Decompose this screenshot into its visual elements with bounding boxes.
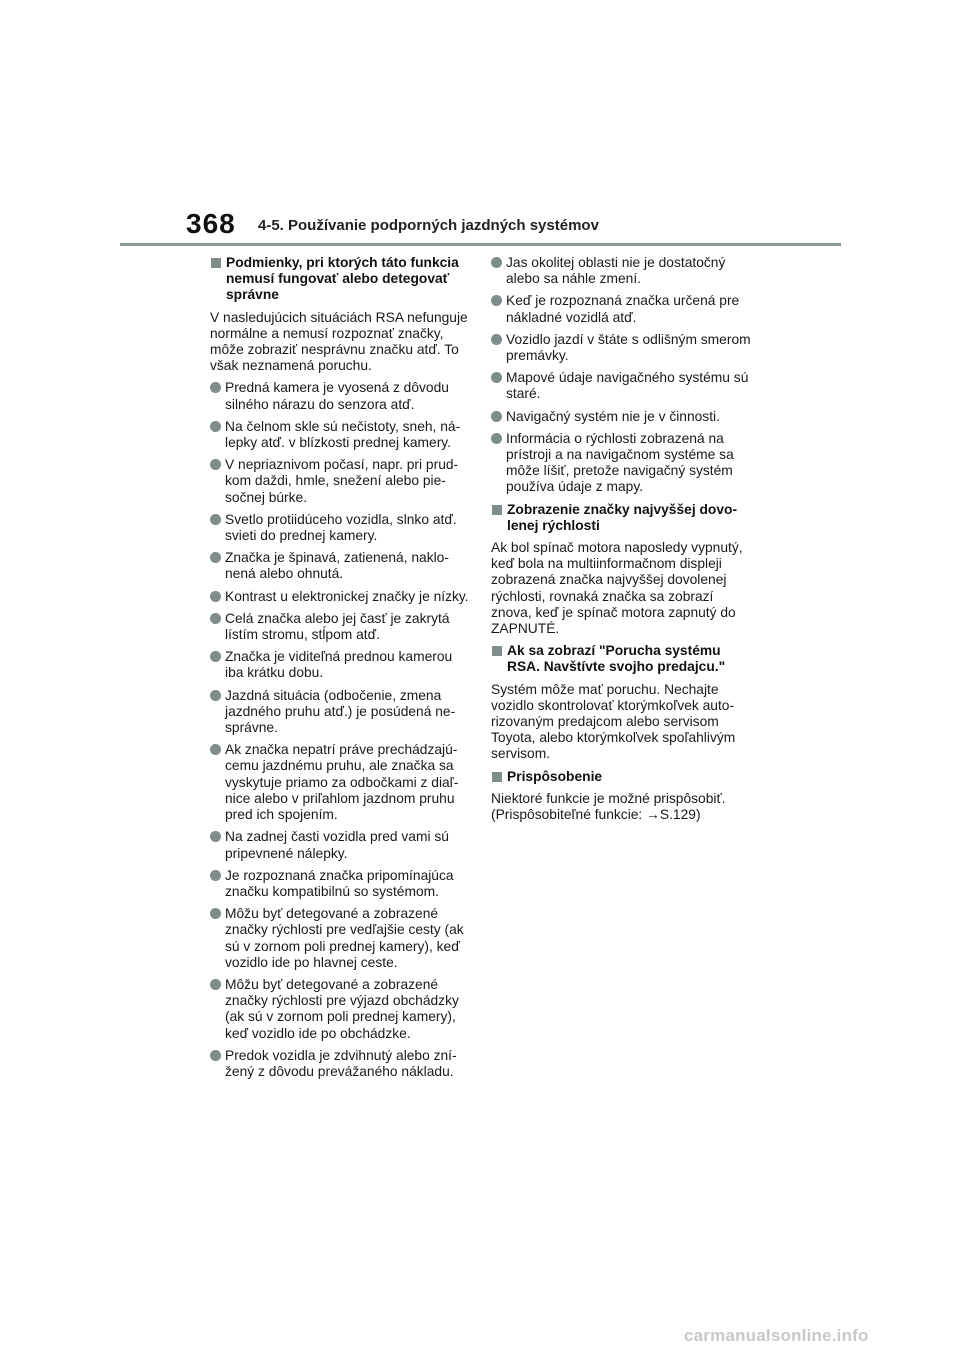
list-item (210, 380, 472, 412)
condition-list-continued (491, 255, 753, 496)
section-heading-customization (491, 769, 753, 785)
list-item-text: Predná kamera je vyosená z dôvodu silného nárazu do senzora atď. (225, 380, 449, 412)
list-item-text: Značka je viditeľná prednou kamerou iba krátku dobu. (225, 649, 453, 681)
list-item (210, 906, 472, 971)
list-item (210, 688, 472, 737)
left-column (210, 255, 472, 1086)
heading-text: Podmienky, pri ktorých táto funkcia nemusí fungovať alebo detegovať správne (226, 255, 459, 303)
square-bullet-icon (492, 772, 502, 782)
list-item-text: Mapové údaje navigačného systému sú staré. (506, 370, 749, 402)
section-heading-conditions (210, 255, 472, 304)
square-bullet-icon (492, 505, 502, 515)
list-item (210, 649, 472, 681)
square-bullet-icon (492, 646, 502, 656)
heading-text: Prispôsobenie (507, 768, 603, 784)
heading-text: Ak sa zobrazí "Porucha systému RSA. Navštívte svojho predajcu." (507, 643, 726, 675)
list-item (491, 431, 753, 496)
list-item-text: Jas okolitej oblasti nie je dostatočný alebo sa náhle zmení. (506, 255, 726, 287)
list-item (491, 255, 753, 287)
list-item-text: Je rozpoznaná značka pripomínajúca značku kompatibilnú so systémom. (225, 867, 454, 899)
square-bullet-icon (211, 258, 221, 268)
intro-paragraph: V nasledujúcich situáciách RSA nefunguje normálne a nemusí rozpoznať značky, môže zobraziť nesprávnu značku atď. To však neznamená poruchu. (210, 309, 468, 374)
list-item (210, 742, 472, 823)
heading-text: Zobrazenie značky najvyššej dovolenej rýchlosti (507, 501, 738, 533)
list-item-text: Na čelnom skle sú nečistoty, sneh, nálepky atď. v blízkosti prednej kamery. (225, 418, 461, 451)
list-item-text: Jazdná situácia (odbočenie, zmena jazdného pruhu atď.) je posúdená nesprávne. (225, 687, 456, 736)
circle-bullet-icon (210, 459, 221, 470)
list-item (491, 332, 753, 364)
chapter-title: 4-5. Používanie podporných jazdných systémov (258, 217, 599, 234)
list-item-text: Kontrast u elektronickej značky je nízky. (225, 588, 469, 604)
list-item (210, 457, 472, 506)
list-item (210, 829, 472, 861)
circle-bullet-icon (491, 295, 502, 306)
list-item (210, 868, 472, 900)
condition-list (210, 380, 472, 1080)
watermark-text: carmanualsonline.info (684, 1326, 869, 1345)
list-item-text: Celá značka alebo jej časť je zakrytá lístím stromu, stĺpom atď. (225, 610, 450, 643)
list-item-text: Ak značka nepatrí práve prechádzajúcemu jazdnému pruhu, ale značka sa vyskytuje priamo za odbočkami z diaľnice alebo v priľahlom jazdnom pruhu pred ich spojením. (225, 742, 459, 823)
right-column (491, 255, 753, 829)
list-item-text: Predok vozidla je zdvihnutý alebo znížený z dôvodu prevážaného nákladu. (225, 1047, 457, 1079)
circle-bullet-icon (491, 334, 502, 345)
list-item (210, 977, 472, 1042)
circle-bullet-icon (210, 651, 221, 662)
list-item-text: Značka je špinavá, zatienená, naklonená alebo ohnutá. (225, 550, 449, 582)
list-item-text: Keď je rozpoznaná značka určená pre nákladné vozidlá atď. (506, 293, 740, 325)
list-item-text: Informácia o rýchlosti zobrazená na prístroji a na navigačnom systéme sa môže líšiť, pretože navigačný systém používa údaje z mapy. (506, 430, 734, 495)
circle-bullet-icon (210, 421, 221, 432)
speed-sign-display-paragraph: Ak bol spínač motora naposledy vypnutý, keď bola na multiinformačnom displeji zobrazená značka najvyššej dovolenej rýchlosti, rovnaká značka sa zobrazí znova, keď je spínač motora zapnutý do ZAPNUTÉ. (491, 540, 743, 637)
circle-bullet-icon (210, 1050, 221, 1061)
circle-bullet-icon (210, 591, 221, 602)
circle-bullet-icon (491, 257, 502, 268)
circle-bullet-icon (210, 552, 221, 563)
circle-bullet-icon (210, 979, 221, 990)
circle-bullet-icon (210, 613, 221, 624)
circle-bullet-icon (210, 831, 221, 842)
system-malfunction-paragraph: Systém môže mať poruchu. Nechajte vozidlo skontrolovať ktorýmkoľvek autorizovaným predajcom alebo servisom Toyota, alebo ktorýmkoľvek spoľahlivým servisom. (491, 681, 736, 762)
list-item (491, 370, 753, 402)
list-item (210, 611, 472, 643)
list-item-text: Vozidlo jazdí v štáte s odlišným smerom premávky. (506, 331, 751, 364)
customization-paragraph: Niektoré funkcie je možné prispôsobiť. (Prispôsobiteľné funkcie: →S.129) (491, 790, 726, 823)
list-item (210, 512, 472, 544)
list-item (210, 550, 472, 582)
circle-bullet-icon (491, 372, 502, 383)
page-number: 368 (186, 208, 236, 239)
circle-bullet-icon (210, 870, 221, 881)
circle-bullet-icon (210, 908, 221, 919)
header-rule (120, 243, 841, 246)
list-item (491, 409, 753, 425)
list-item (210, 419, 472, 451)
circle-bullet-icon (491, 411, 502, 422)
list-item-text: Na zadnej časti vozidla pred vami sú pripevnené nálepky. (225, 829, 449, 861)
circle-bullet-icon (210, 744, 221, 755)
list-item-text: Môžu byť detegované a zobrazené značky rýchlosti pre výjazd obchádzky (ak sú v zornom poli prednej kamery), keď vozidlo ide po obchádzke. (225, 976, 459, 1041)
list-item (210, 589, 472, 605)
list-item-text: Navigačný systém nie je v činnosti. (506, 408, 720, 424)
list-item (491, 293, 753, 325)
circle-bullet-icon (210, 514, 221, 525)
section-heading-system-malfunction (491, 643, 753, 675)
list-item-text: V nepriaznivom počasí, napr. pri prudkom daždi, hmle, snežení alebo piesočnej búrke. (225, 457, 459, 505)
circle-bullet-icon (210, 382, 221, 393)
section-heading-speed-sign-display (491, 502, 753, 534)
list-item-text: Svetlo protiidúceho vozidla, slnko atď. svieti do prednej kamery. (225, 511, 457, 544)
circle-bullet-icon (210, 690, 221, 701)
circle-bullet-icon (491, 433, 502, 444)
list-item-text: Môžu byť detegované a zobrazené značky rýchlosti pre vedľajšie cesty (ak sú v zornom poli prednej kamery), keď vozidlo ide po hlavnej ceste. (225, 906, 464, 970)
list-item (210, 1048, 472, 1080)
